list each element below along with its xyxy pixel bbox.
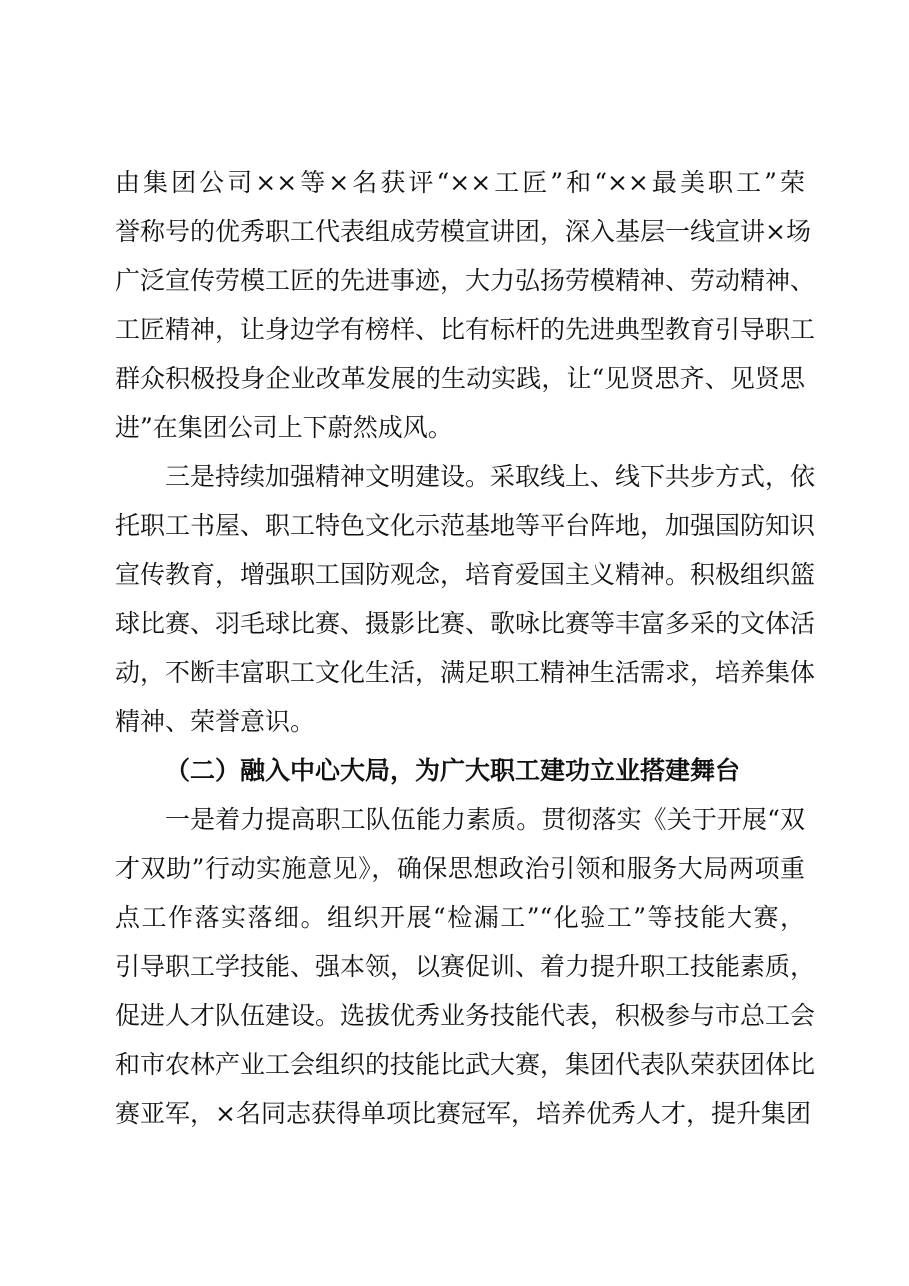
paragraph-2-line-2: 托职工书屋、职工特色文化示范基地等平台阵地，加强国防知识 — [115, 511, 816, 540]
paragraph-1-line-1: 由集团公司××等×名获评“××工匠”和“××最美职工”荣 — [115, 168, 805, 197]
paragraph-2-line-5: 动，不断丰富职工文化生活，满足职工精神生活需求，培养集体 — [115, 658, 816, 687]
paragraph-2-line-4: 球比赛、羽毛球比赛、摄影比赛、歌咏比赛等丰富多采的文体活 — [115, 609, 816, 638]
paragraph-3-line-1: 一是着力提高职工队伍能力素质。贯彻落实《关于开展“双 — [165, 805, 805, 834]
paragraph-3-line-4: 引导职工学技能、强本领，以赛促训、着力提升职工技能素质， — [115, 952, 816, 981]
section-heading: （二）融入中心大局，为广大职工建功立业搭建舞台 — [165, 756, 741, 785]
paragraph-1-line-3: 广泛宣传劳模工匠的先进事迹，大力弘扬劳模精神、劳动精神、 — [115, 266, 816, 295]
paragraph-1-line-5: 群众积极投身企业改革发展的生动实践，让“见贤思齐、见贤思 — [115, 364, 805, 393]
paragraph-2-line-6: 精神、荣誉意识。 — [115, 707, 316, 736]
paragraph-1-line-2: 誉称号的优秀职工代表组成劳模宣讲团，深入基层一线宣讲×场 — [115, 217, 811, 246]
paragraph-3-line-3: 点工作落实落细。组织开展“检漏工”“化验工”等技能大赛， — [115, 903, 805, 932]
paragraph-2-line-1: 三是持续加强精神文明建设。采取线上、线下共步方式，依 — [165, 462, 816, 491]
paragraph-3-line-5: 促进人才队伍建设。选拔优秀业务技能代表，积极参与市总工会 — [115, 1001, 816, 1030]
paragraph-1-line-6: 进”在集团公司上下蔚然成风。 — [115, 413, 453, 442]
paragraph-3-line-7: 赛亚军，×名同志获得单项比赛冠军，培养优秀人才，提升集团 — [115, 1099, 811, 1128]
paragraph-2-line-3: 宣传教育，增强职工国防观念，培育爱国主义精神。积极组织篮 — [115, 560, 816, 589]
paragraph-1-line-4: 工匠精神，让身边学有榜样、比有标杆的先进典型教育引导职工 — [115, 315, 816, 344]
paragraph-3-line-2: 才双助”行动实施意见》，确保思想政治引领和服务大局两项重 — [115, 854, 805, 883]
paragraph-3-line-6: 和市农林产业工会组织的技能比武大赛，集团代表队荣获团体比 — [115, 1050, 816, 1079]
